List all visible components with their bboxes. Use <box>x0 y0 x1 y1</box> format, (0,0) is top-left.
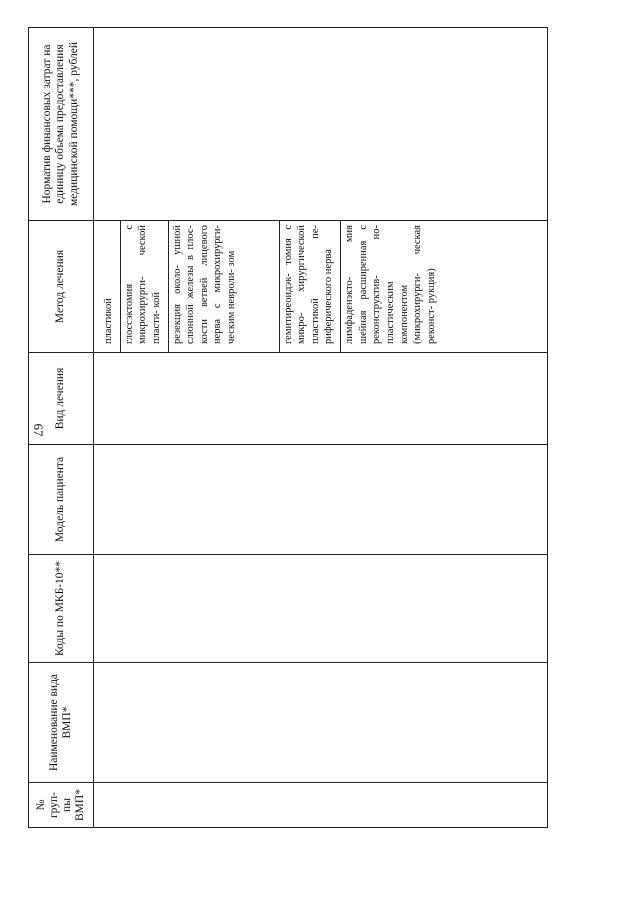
header-patient-model: Модель пациента <box>29 445 94 555</box>
method-list <box>94 221 547 352</box>
method-item: лимфаденэкто- мия шейная расширенная с реконструктив- но- пластическим компонентом (микрохирурги- ческая реконст- рукция) <box>344 225 437 344</box>
method-item: резекция около- ушной слюнной железы в плос- кости ветвей лицевого нерва с микрохирурги- ческим невроли- зом <box>169 221 280 352</box>
method-item: пластикой <box>94 221 121 352</box>
header-group-number: № груп- пы ВМП* <box>29 783 94 828</box>
cell-treatment-type <box>94 353 548 445</box>
header-icd-codes: Коды по МКБ-10** <box>29 555 94 663</box>
page-number: 67 <box>31 423 46 437</box>
header-treatment-method: Метод лечения <box>29 221 94 353</box>
cell-patient-model <box>94 445 548 555</box>
header-cost-standard: Норматив финансовых затрат на единицу объема предоставления медицинской помощи***, рублей <box>29 28 94 221</box>
cell-treatment-method <box>94 221 548 353</box>
header-vmp-name: Наименование вида ВМП* <box>29 663 94 783</box>
cell-group-number <box>94 783 548 828</box>
cell-cost-standard <box>94 28 548 221</box>
header-treatment-type: Вид лечения <box>29 353 94 445</box>
medical-care-table <box>28 27 548 828</box>
method-item: глоссэктомия с микрохирурги- ческой пласти- кой <box>121 221 169 352</box>
cell-icd-codes <box>94 555 548 663</box>
method-item: гемитиреоидэк- томия с микро- хирургической пластикой пе- риферического нерва <box>280 221 342 352</box>
table-header-row <box>29 28 94 828</box>
table-row <box>94 28 548 828</box>
rotated-table-container <box>28 28 548 828</box>
cell-vmp-name <box>94 663 548 783</box>
